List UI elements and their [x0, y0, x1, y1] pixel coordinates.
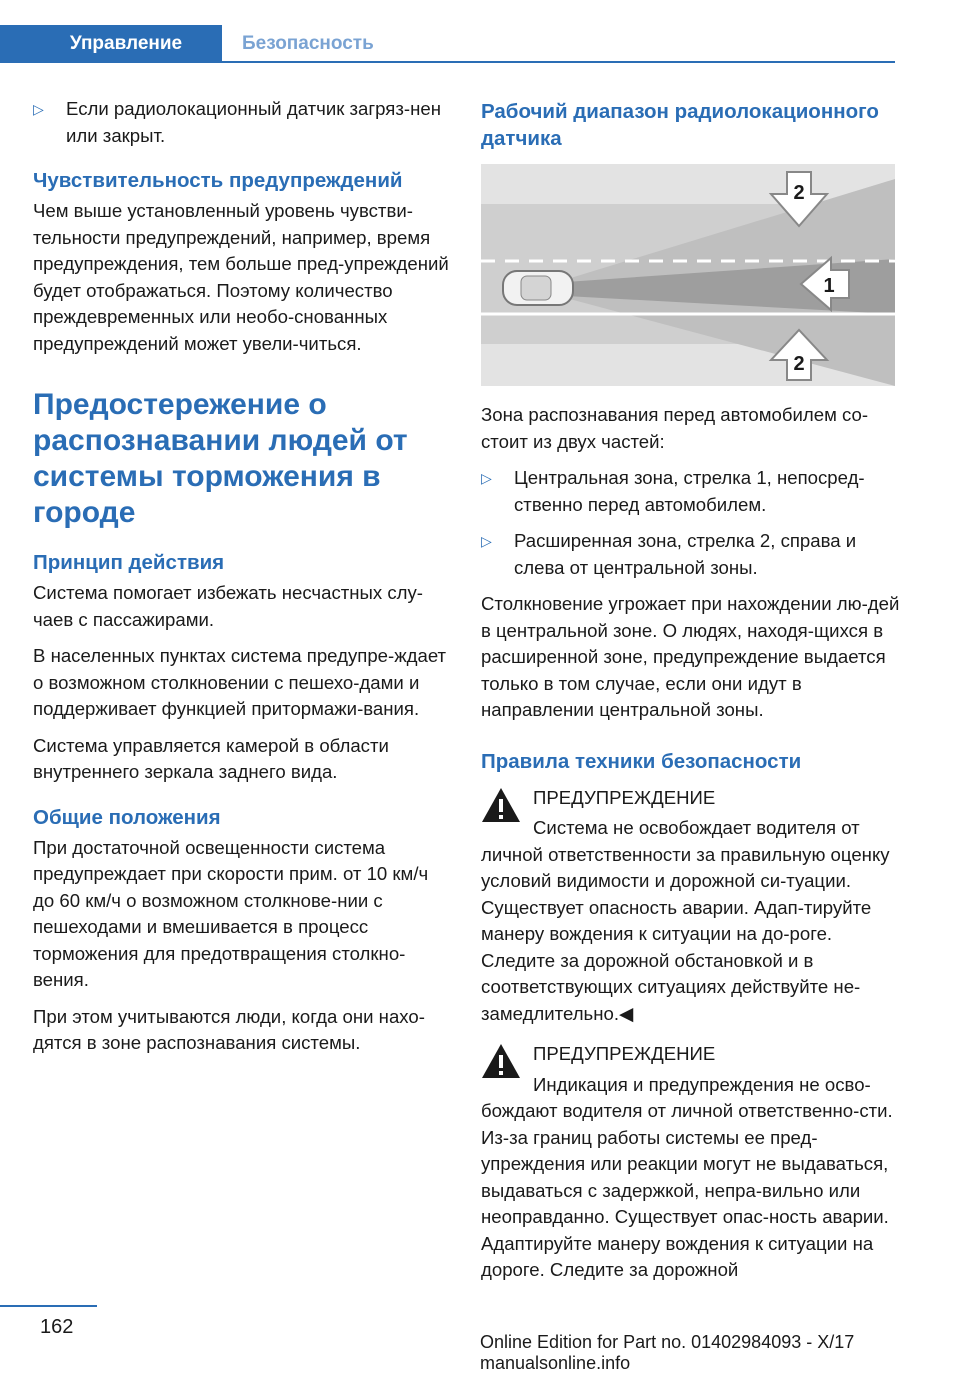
- svg-text:1: 1: [823, 275, 835, 297]
- watermark: [480, 1332, 960, 1374]
- page-number: 162: [40, 1316, 74, 1338]
- warning-block-1: [481, 785, 901, 1028]
- list-item: [481, 528, 901, 581]
- triangle-bullet-icon: ▷: [33, 101, 44, 117]
- svg-text:2: 2: [793, 182, 805, 204]
- section-title: Предостережение о распознавании людей от системы торможения в городе: [33, 388, 408, 529]
- list-item: [481, 465, 901, 518]
- warning-title: ПРЕДУПРЕЖДЕНИЕ: [533, 1043, 716, 1064]
- paragraph-general-1: При достаточной освещенности система предупреждает при скорости прим. от 10 км/ч до 60 км/ч о возможном столкнове‐нии с пешеходами и вмешивается в процесс торможения для предотвращения столкно‐вения.: [33, 836, 429, 990]
- watermark-text: Online Edition for Part no. 01402984093 - X/17 manualsonline.info: [480, 1332, 855, 1373]
- heading-principle: Принцип действия: [33, 551, 225, 574]
- right-column: [481, 96, 901, 1298]
- warning-icon: [481, 787, 521, 823]
- warning-icon: [481, 1043, 521, 1079]
- paragraph-principle-1: Система помогает избежать несчастных слу‐чаев с пассажирами.: [33, 582, 423, 630]
- heading-range: Рабочий диапазон радиолокационного датчика: [481, 100, 879, 150]
- car-icon: [503, 271, 573, 305]
- footer-divider: [0, 1305, 97, 1307]
- list-item: [33, 96, 453, 149]
- heading-safety: Правила техники безопасности: [481, 749, 802, 773]
- heading-sensitivity: Чувствительность предупреждений: [33, 169, 403, 192]
- warning-text: Индикация и предупреждения не осво‐бождают водителя от личной ответственно‐сти. Из-за границ работы системы ее пред‐упреждения или реакции могут не выдаваться, выдаваться с задержкой, непра‐вильно или неоправданно. Существует опас‐ность аварии. Адаптируйте манеру вождения к ситуации на дороге. Следите за дорожной: [481, 1073, 893, 1280]
- tab-safety[interactable]: Безопасность: [242, 32, 374, 54]
- triangle-bullet-icon: ▷: [481, 533, 492, 549]
- heading-general: Общие положения: [33, 805, 221, 829]
- radar-range-figure: [481, 164, 895, 386]
- bullet-text: Если радиолокационный датчик загряз‐нен или закрыт.: [66, 98, 441, 146]
- left-column: [33, 96, 453, 1067]
- paragraph-principle-3: Система управляется камерой в области внутреннего зеркала заднего вида.: [33, 734, 389, 782]
- bullet-text: Расширенная зона, стрелка 2, справа и слева от центральной зоны.: [514, 530, 857, 578]
- paragraph-collision: Столкновение угрожает при нахождении лю‐дей в центральной зоне. О людях, находя‐щихся в расширенной зоне, предупреждение выдается только в том случае, если они идут в направлении центральной зоны.: [481, 593, 900, 720]
- bullet-text: Центральная зона, стрелка 1, непосред‐ственно перед автомобилем.: [514, 467, 865, 515]
- warning-title: ПРЕДУПРЕЖДЕНИЕ: [533, 786, 716, 808]
- warning-block-2: [481, 1041, 901, 1284]
- warning-text: Система не освобождает водителя от личной ответственности за правильную оценку условий видимости и дорожной си‐туации. Существует опасность аварии. Адап‐тируйте манеру вождения к ситуации на до‐роге. Следите за дорожной обстановкой и в соответствующих ситуациях действуйте не‐замедлительно.◀: [481, 817, 890, 1024]
- triangle-bullet-icon: ▷: [481, 470, 492, 486]
- header-divider: [0, 61, 895, 63]
- paragraph-general-2: При этом учитываются люди, когда они нахо‐дятся в зоне распознавания системы.: [33, 1005, 425, 1053]
- paragraph-principle-2: В населенных пунктах система предупре‐ждает о возможном столкновении с пешехо‐дами и поддерживает функцией притормажи‐вания.: [33, 645, 447, 719]
- paragraph-sensitivity: Чем выше установленный уровень чувстви‐тельности предупреждений, например, время предупреждения, тем больше пред‐упреждений будет отображаться. Поэтому количество преждевременных или необо‐снованных предупреждений может увели‐читься.: [33, 200, 449, 354]
- header-tabs: [0, 25, 895, 62]
- paragraph-range: Зона распознавания перед автомобилем со‐стоит из двух частей:: [481, 404, 869, 452]
- tab-control[interactable]: Управление: [0, 25, 222, 62]
- svg-text:2: 2: [793, 353, 805, 375]
